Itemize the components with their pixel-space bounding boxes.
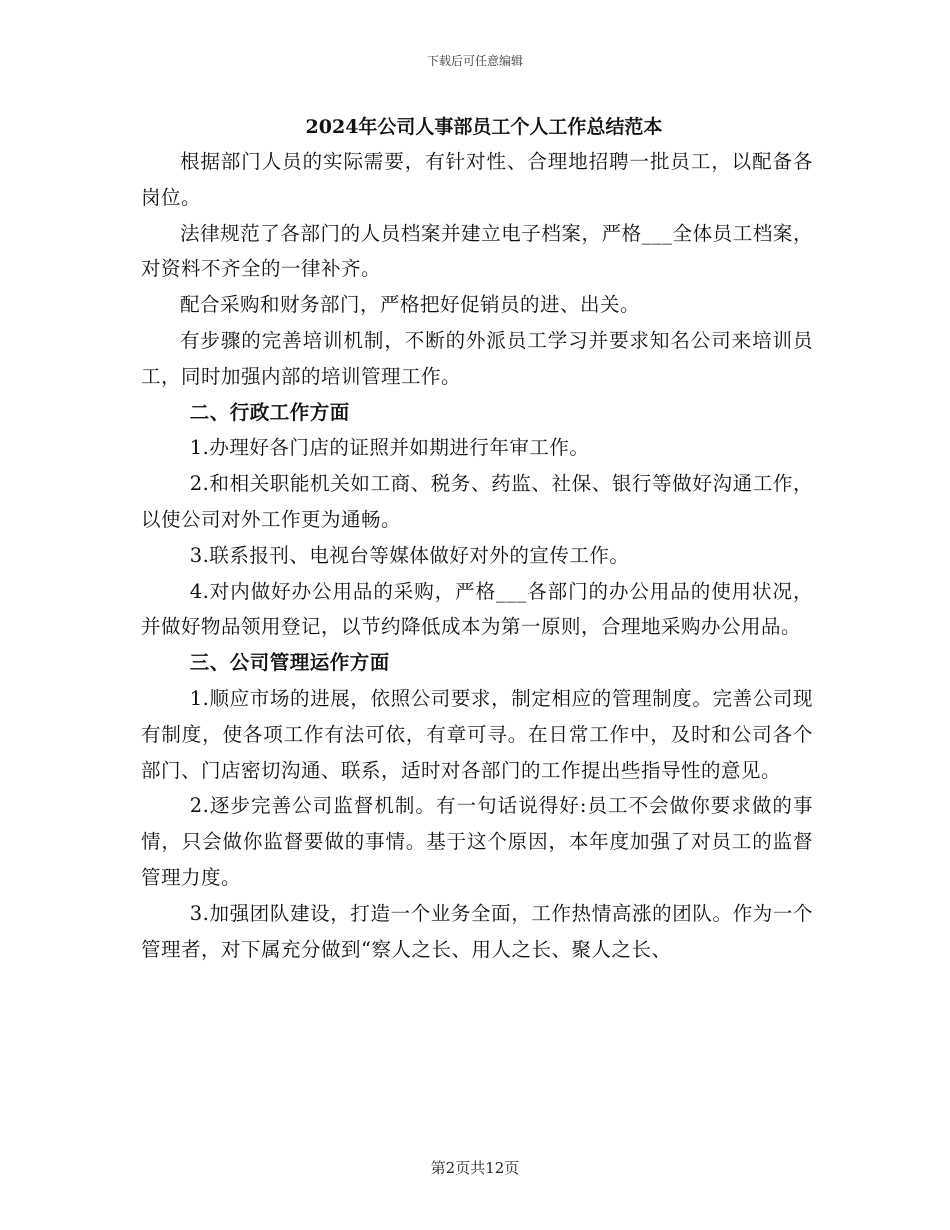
intro-paragraph-training: 有步骤的完善培训机制，不断的外派员工学习并要求知名公司来培训员工，同时加强内部的培训管理工作。 [141, 328, 813, 388]
management-item-1: 1.顺应市场的进展，依照公司要求，制定相应的管理制度。完善公司现有制度，使各项工作有法可依，有章可寻。在日常工作中，及时和公司各个部门、门店密切沟通、联系，适时对各部门的工作提出些指导性的意见。 [141, 686, 813, 782]
management-item-3: 3.加强团队建设，打造一个业务全面，工作热情高涨的团队。作为一个管理者，对下属充分做到“察人之长、用人之长、聚人之长、 [141, 901, 813, 961]
admin-item-3: 3.联系报刊、电视台等媒体做好对外的宣传工作。 [189, 543, 630, 567]
admin-item-2: 2.和相关职能机关如工商、税务、药监、社保、银行等做好沟通工作，以使公司对外工作更为通畅。 [141, 472, 813, 531]
intro-paragraph-archives: 法律规范了各部门的人员档案并建立电子档案，严格___全体员工档案，对资料不齐全的一律补齐。 [141, 221, 813, 281]
page-footer-number: 第2页共12页 [430, 1159, 520, 1177]
management-item-2: 2.逐步完善公司监督机制。有一句话说得好:员工不会做你要求做的事情，只会做你监督要做的事情。基于这个原因，本年度加强了对员工的监督管理力度。 [141, 794, 813, 889]
admin-item-1: 1.办理好各门店的证照并如期进行年审工作。 [189, 436, 590, 460]
intro-paragraph-promoters: 配合采购和财务部门，严格把好促销员的进、出关。 [180, 293, 641, 317]
intro-paragraph-recruitment: 根据部门人员的实际需要，有针对性、合理地招聘一批员工，以配备各岗位。 [141, 150, 813, 209]
admin-item-4: 4.对内做好办公用品的采购，严格___各部门的办公用品的使用状况，并做好物品领用登记，以节约降低成本为第一原则，合理地采购办公用品。 [141, 579, 813, 639]
document-title: 2024年公司人事部员工个人工作总结范本 [305, 116, 663, 138]
section-heading-administration: 二、行政工作方面 [189, 400, 350, 424]
section-heading-management: 三、公司管理运作方面 [189, 651, 390, 675]
page-header-note: 下载后可任意编辑 [426, 54, 523, 68]
document-body [141, 110, 813, 967]
